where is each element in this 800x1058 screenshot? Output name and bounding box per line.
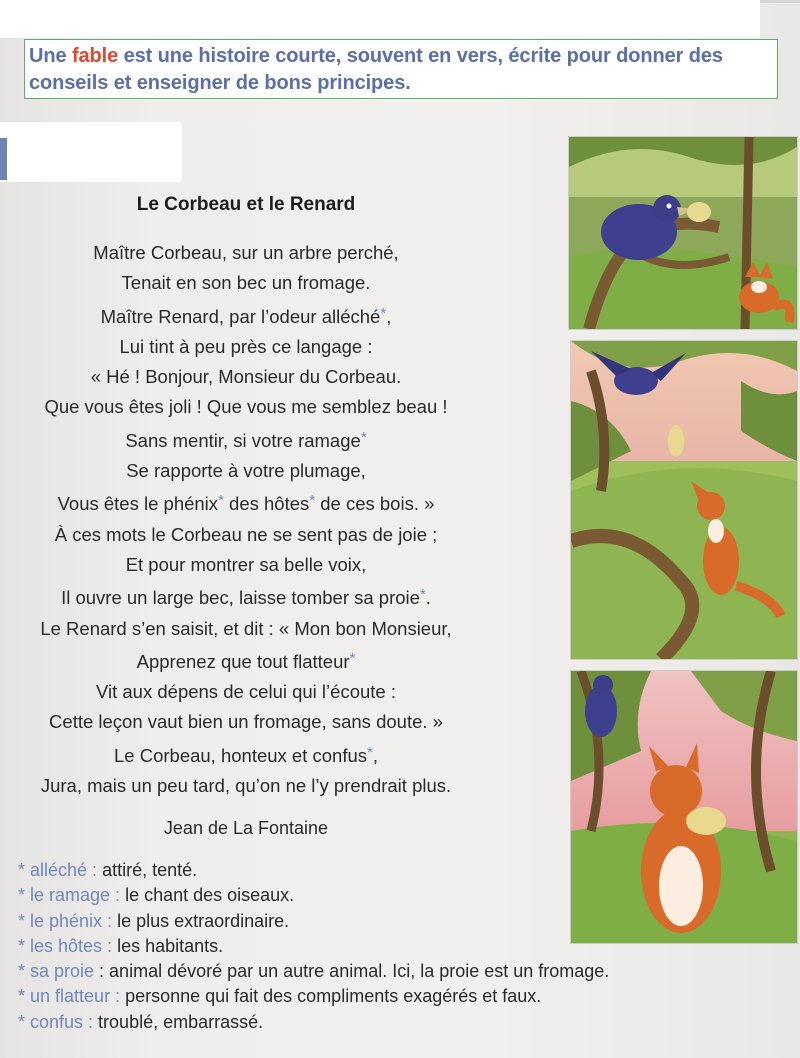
glossary-definition: les habitants.	[112, 935, 224, 956]
glossary-term: * alléché :	[18, 860, 98, 880]
glossary-entry	[18, 984, 609, 1009]
poem-line: Il ouvre un large bec, laisse tomber sa proie*.	[61, 586, 431, 609]
poem-line: « Hé ! Bonjour, Monsieur du Corbeau.	[90, 366, 402, 388]
poem-line: Lui tint à peu près ce langage :	[119, 335, 373, 357]
poem-verses	[0, 238, 492, 801]
poem-line: Que vous êtes joli ! Que vous me semblez beau !	[44, 396, 448, 418]
footnote-asterisk: *	[218, 492, 224, 510]
poem-author: Jean de La Fontaine	[163, 818, 329, 838]
poem-line: Et pour montrer sa belle voix,	[125, 553, 367, 575]
blank-header-area	[0, 0, 760, 38]
cheese-held	[686, 807, 726, 835]
page-edge-marker	[0, 138, 7, 180]
poem-line: Apprenez que tout flatteur*	[136, 649, 356, 672]
glossary-entry	[18, 959, 609, 984]
fable-definition-box	[24, 39, 778, 99]
footnote-asterisk: *	[309, 492, 316, 510]
glossary-term: * confus :	[18, 1011, 94, 1032]
glossary-entry	[18, 934, 609, 959]
glossary-term: * un flatteur :	[18, 986, 121, 1007]
definition-start: Une	[29, 45, 72, 67]
glossary-definition: le chant des oiseaux.	[120, 885, 295, 906]
glossary-entry	[18, 1010, 609, 1035]
poem-line: Cette leçon vaut bien un fromage, sans doute. »	[49, 711, 443, 733]
poem-line: Jura, mais un peu tard, qu’on ne l’y prendrait plus.	[40, 775, 452, 797]
blank-label-area	[0, 122, 182, 182]
glossary-term: * le phénix :	[18, 910, 113, 931]
footnote-asterisk: *	[380, 304, 387, 322]
poem-line: Maître Renard, par l’odeur alléché*,	[100, 304, 392, 327]
glossary-definition: : animal dévoré par un autre animal. Ici, la proie est un fromage.	[94, 961, 610, 982]
poem-line: Tenait en son bec un fromage.	[121, 272, 371, 294]
cheese-icon	[687, 202, 711, 222]
glossary-list	[18, 858, 609, 1035]
poem-line: Maître Corbeau, sur un arbre perché,	[93, 242, 399, 263]
definition-keyword: fable	[71, 45, 119, 67]
illustration-fox-cheese	[570, 670, 798, 944]
poem-line: Vit aux dépens de celui qui l’écoute :	[96, 681, 396, 703]
definition-rest: est une histoire courte, souvent en vers, écrite pour donner des conseils et enseigner de bons principes.	[29, 45, 723, 94]
poem-title: Le Corbeau et le Renard	[136, 194, 356, 215]
poem-line: Sans mentir, si votre ramage*	[125, 428, 367, 451]
poem-line: Vous êtes le phénix* des hôtes* de ces bois. »	[57, 492, 435, 515]
illustration-crow-cheese	[568, 136, 798, 330]
crow-fox-scene-3	[571, 671, 797, 943]
poem-line: Le Corbeau, honteux et confus*,	[114, 743, 378, 766]
glossary-term: * les hôtes :	[18, 935, 113, 956]
glossary-definition: personne qui fait des compliments exagérés et faux.	[120, 986, 542, 1007]
crow-fox-scene-2	[571, 341, 797, 659]
glossary-definition: troublé, embarrassé.	[93, 1011, 264, 1032]
footnote-asterisk: *	[360, 428, 367, 446]
footnote-asterisk: *	[367, 743, 373, 761]
glossary-entry	[18, 883, 609, 908]
poem-line: Se rapporte à votre plumage,	[126, 460, 366, 482]
glossary-definition: le plus extraordinaire.	[112, 910, 290, 931]
poem-line: Le Renard s’en saisit, et dit : « Mon bon Monsieur,	[40, 617, 452, 639]
glossary-term: * sa proie	[18, 961, 95, 982]
footnote-asterisk: *	[349, 649, 356, 667]
crow-fox-scene-1	[569, 137, 797, 329]
poem-line: À ces mots le Corbeau ne se sent pas de joie ;	[54, 523, 438, 545]
glossary-entry	[18, 858, 609, 883]
illustration-crow-flying	[570, 340, 798, 660]
glossary-term: * le ramage :	[18, 885, 121, 906]
footnote-asterisk: *	[419, 586, 426, 604]
glossary-entry	[18, 909, 609, 934]
falling-cheese	[668, 425, 684, 457]
glossary-definition: attiré, tenté.	[97, 860, 198, 880]
